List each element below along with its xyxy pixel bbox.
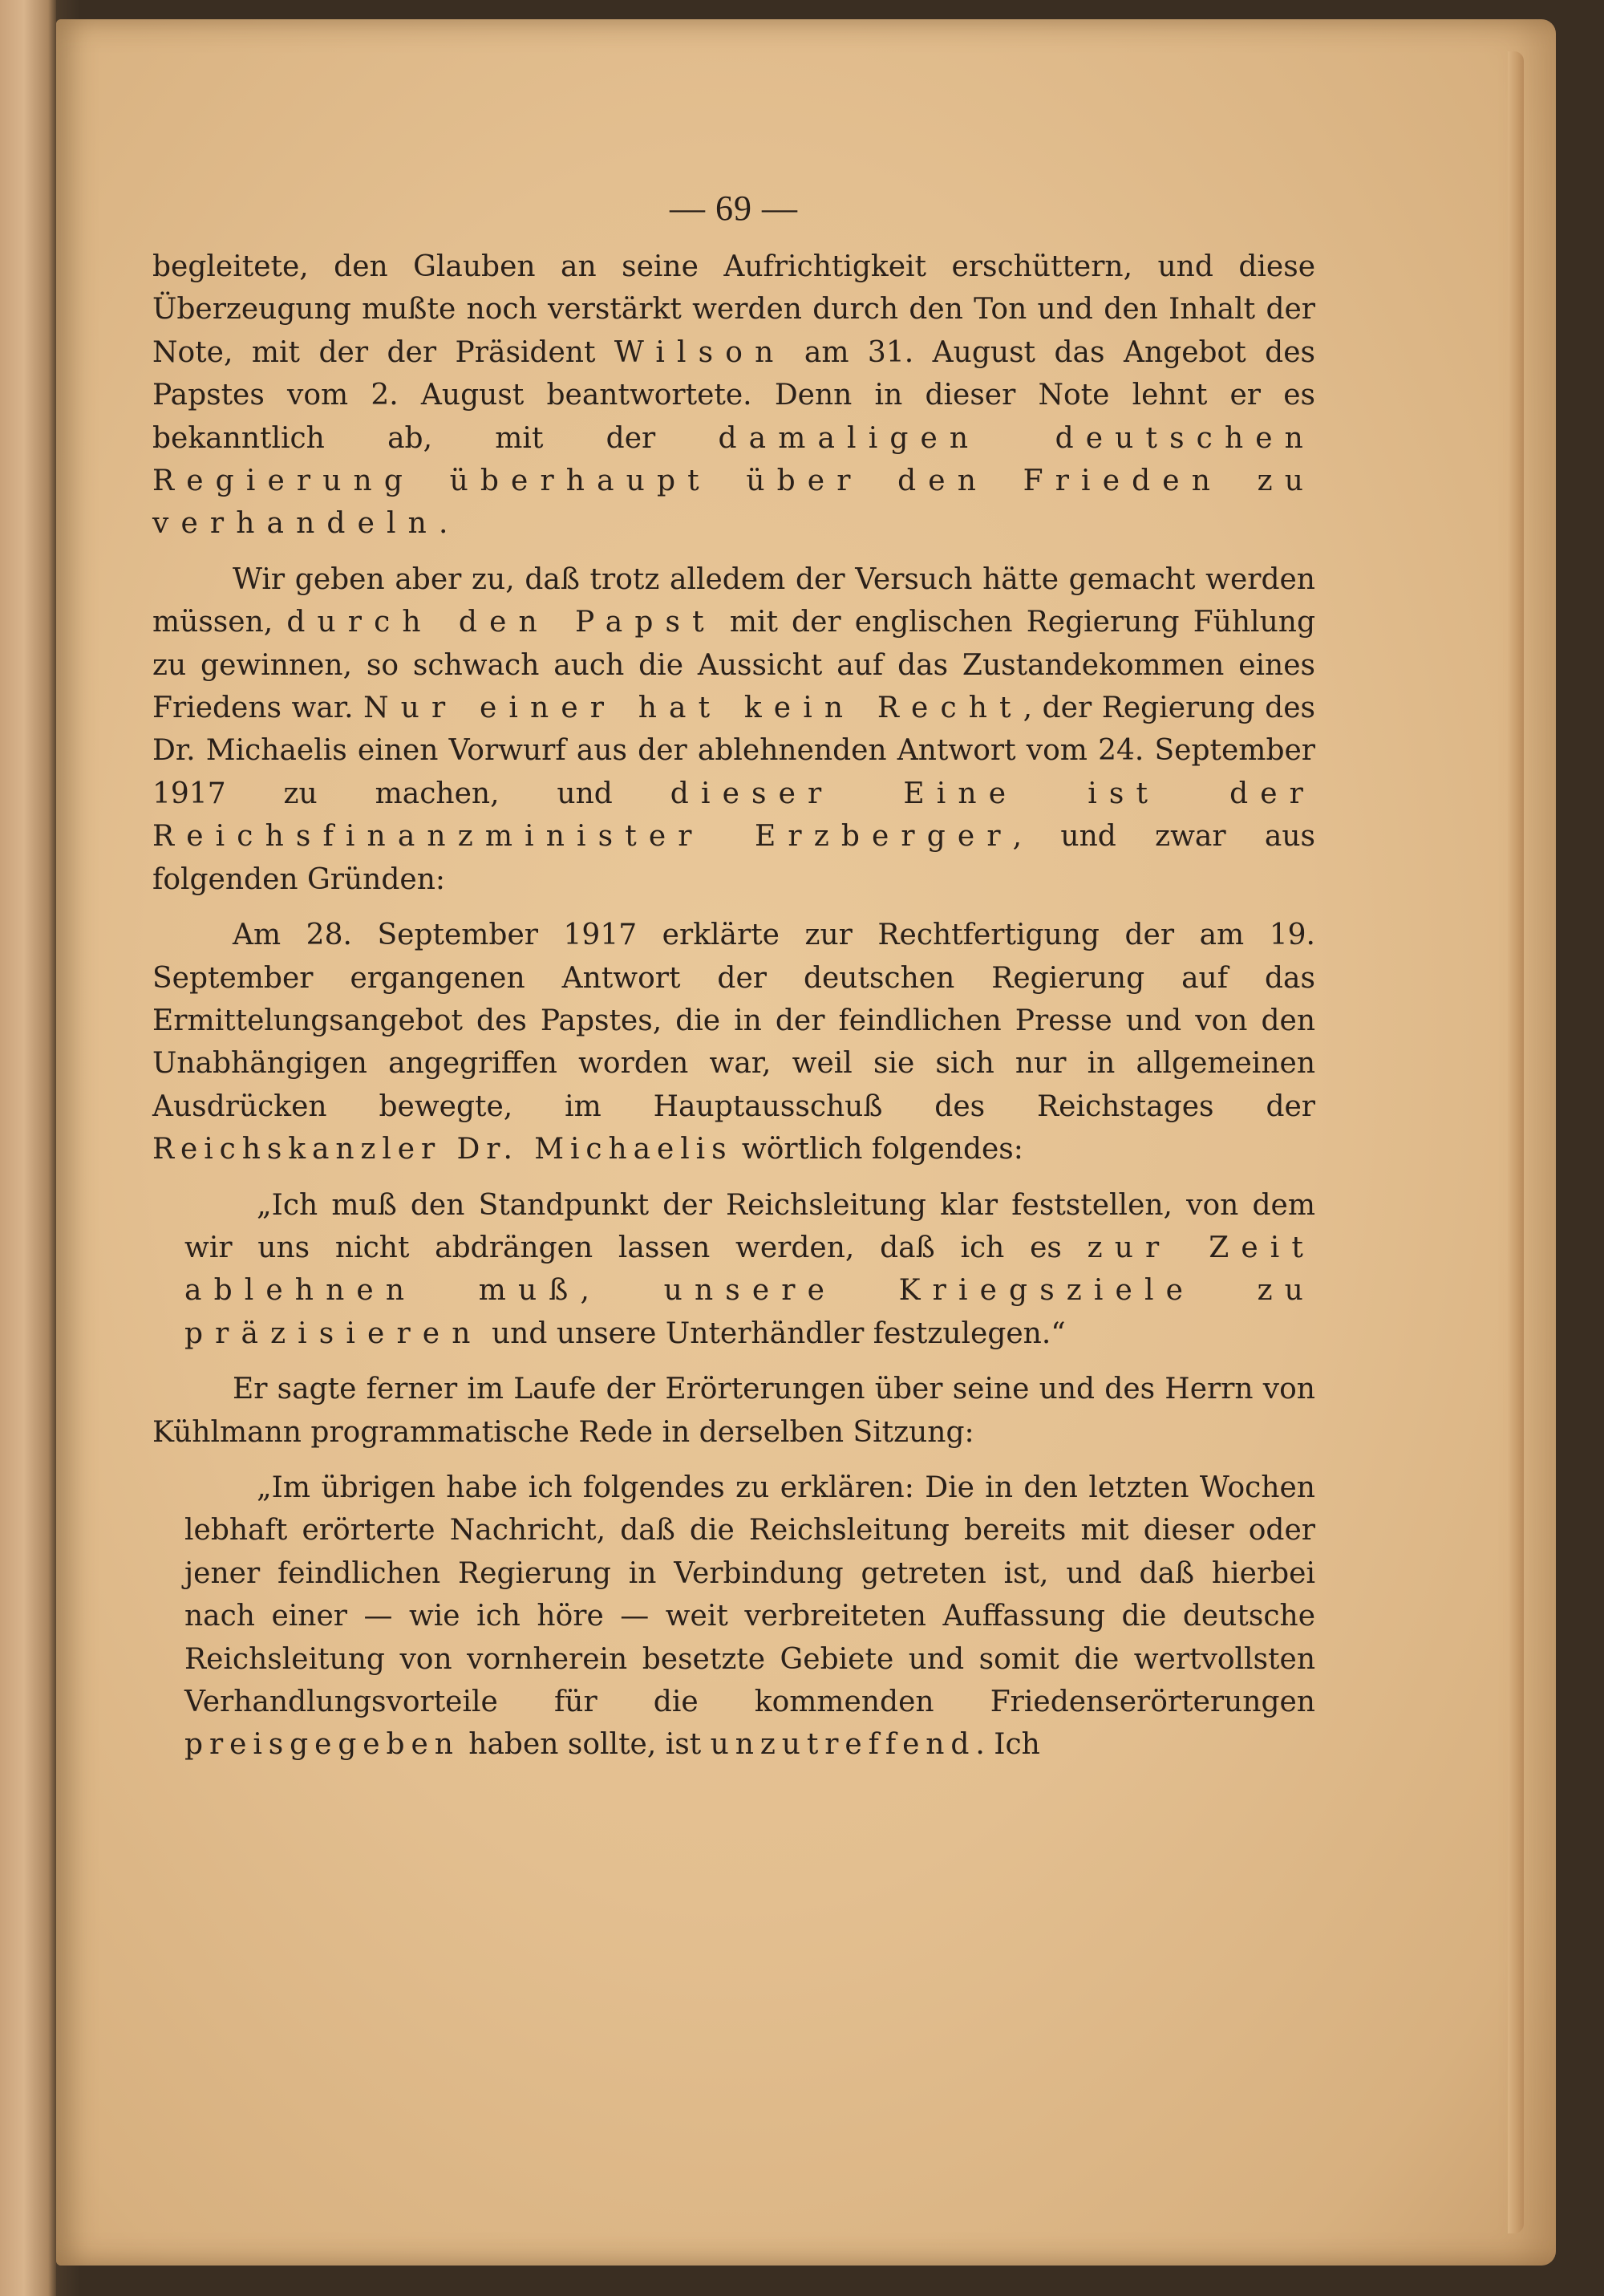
quote-2-text-b: haben sollte, ist — [459, 1728, 711, 1762]
paragraph-1-text-b: am 31. August das Angebot des Papstes vom 2. August beantwortete. Denn in dieser Note lehnt er es bekanntlich ab, mit der — [152, 335, 1315, 455]
quote-1-text-a: „Ich muß den Standpunkt der Reichsleitung klar feststellen, von dem wir uns nicht abdrängen lassen werden, daß ich es — [184, 1188, 1315, 1264]
quote-1 — [184, 1184, 1315, 1356]
paragraph-4 — [152, 1368, 1315, 1454]
emphasis-unzutreffend: unzutreffend — [710, 1728, 976, 1762]
emphasis-reichskanzler: Reichskanzler Dr. Michaelis — [152, 1133, 733, 1166]
quote-1-text-b: und unsere Unterhändler festzulegen.“ — [482, 1316, 1066, 1350]
page-number: — 69 — — [670, 189, 798, 228]
quote-2-text-a: „Im übrigen habe ich folgendes zu erklären: Die in den letzten Wochen lebhaft erörterte Nachricht, daß die Reichsleitung bereits mit dieser oder jener feindlichen Regierung in Verbindung getreten ist, und daß hierbei nach einer — wie ich höre — weit verbreiteten Auffassung die deutsche Reichsleitung von vornherein besetzte Gebiete und somit die wertvollsten Verhandlungsvorteile für die kommenden Friedenserörterungen — [184, 1470, 1315, 1718]
paragraph-2-text-d: , und zwar aus folgenden Gründen: — [152, 820, 1316, 896]
paragraph-4-text: Er sagte ferner im Laufe der Erörterungen über seine und des Herrn von Kühlmann programmatische Rede in derselben Sitzung: — [152, 1373, 1315, 1449]
body-text — [152, 245, 1315, 1767]
paragraph-2-text-c: , der Regierung des Dr. Michaelis einen Vorwurf aus der ablehnenden Antwort vom 24. September 1917 zu machen, und — [152, 692, 1315, 810]
emphasis-kriegsziele: zur Zeit ablehnen muß, unsere Kriegsziele zu präzisieren — [184, 1231, 1315, 1350]
paragraph-1 — [152, 245, 1315, 546]
previous-page-edge — [0, 0, 56, 2296]
emphasis-erzberger: dieser Eine ist der Reichsfinanzminister Erzberger — [152, 777, 1315, 854]
paragraph-2-text-b: mit der englischen Regierung Fühlung zu gewinnen, so schwach auch die Aussicht auf das Zustandekommen eines Friedens war. — [152, 606, 1315, 725]
emphasis-nur-einer: Nur einer hat kein Recht — [363, 692, 1023, 725]
emphasis-damaligen-regierung: damaligen deutschen Regierung überhaupt über den Frieden zu verhandeln — [152, 421, 1315, 541]
emphasis-wilson: Wilson — [614, 335, 786, 369]
paragraph-2 — [152, 558, 1315, 901]
quote-2-text-c: . Ich — [975, 1728, 1040, 1762]
paragraph-3-text-b: wörtlich folgendes: — [732, 1133, 1023, 1166]
paragraph-3-text-a: Am 28. September 1917 erklärte zur Rechtfertigung der am 19. September ergangenen Antwort der deutschen Regierung auf das Ermittelungsangebot des Papstes, die in der feindlichen Presse und von den Unabhängigen angegriffen worden war, weil sie sich nur in allgemeinen Ausdrücken bewegte, im Hauptausschuß des Reichstages der — [152, 919, 1315, 1123]
page-edge-shadow — [1508, 51, 1524, 2233]
paragraph-2-text-a: Wir geben aber zu, daß trotz alledem der Versuch hätte gemacht werden müssen, — [152, 562, 1315, 639]
paragraph-1-text-a: begleitete, den Glauben an seine Aufrichtigkeit erschüttern, und diese Überzeugung mußte noch verstärkt werden durch den Ton und den Inhalt der Note, mit der der Präsident — [152, 250, 1315, 369]
paragraph-3 — [152, 914, 1315, 1170]
paragraph-1-text-c: . — [438, 507, 448, 541]
book-page — [56, 19, 1556, 2266]
quote-2 — [184, 1466, 1315, 1767]
emphasis-preisgegeben: preisgegeben — [184, 1728, 460, 1762]
emphasis-papst: durch den Papst — [286, 606, 716, 639]
